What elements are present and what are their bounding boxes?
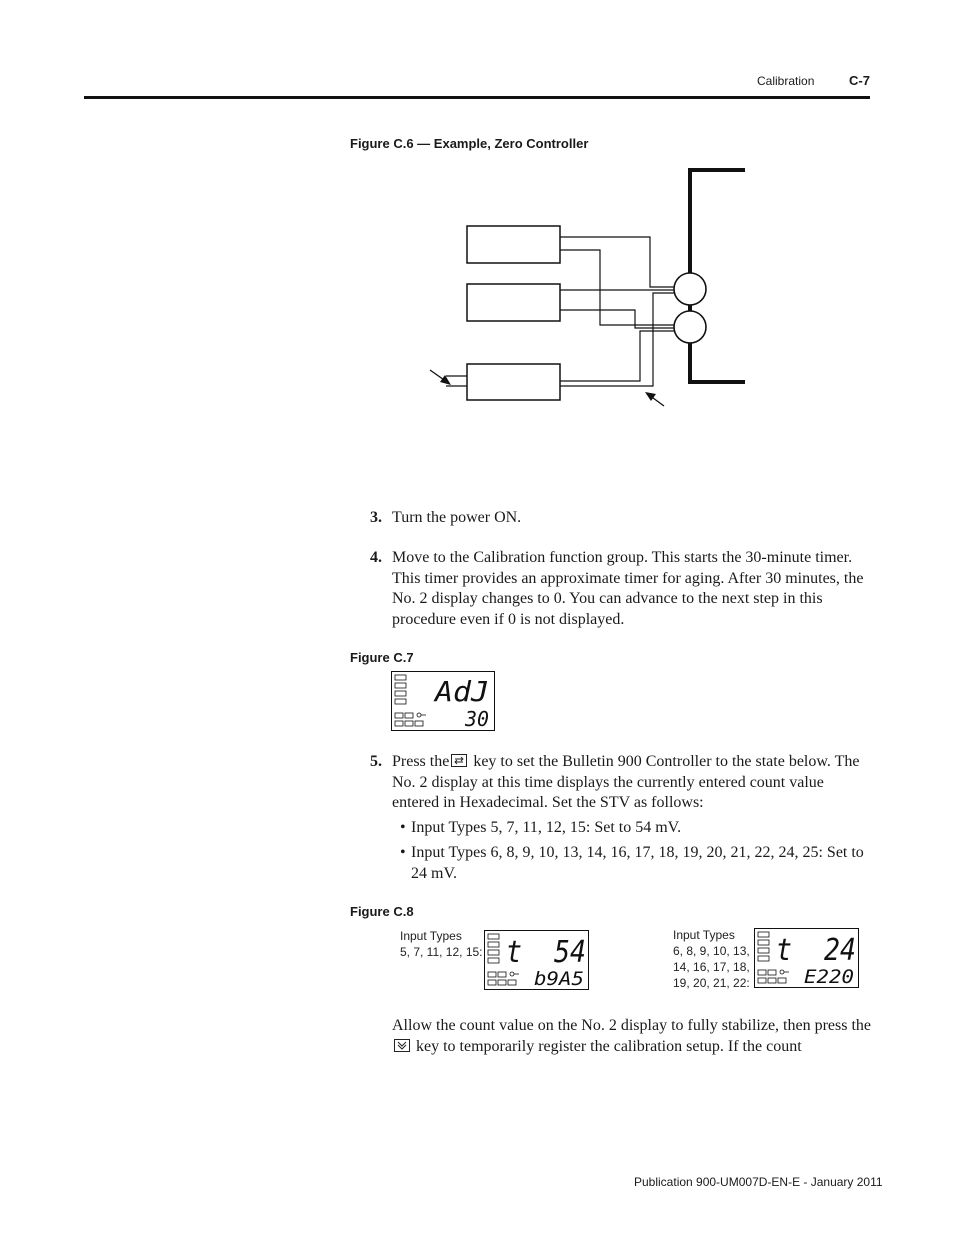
- step-text-after: key to set the Bulletin 900 Controller to the state below. The No. 2 display at this time displays the currently entered count value entered in Hexadecimal. Set the STV as follows:: [392, 753, 860, 811]
- controller-display-adj: [391, 671, 495, 731]
- closing-text-after: key to temporarily register the calibration setup. If the count: [416, 1037, 802, 1055]
- bullet-text: Input Types 6, 8, 9, 10, 13, 14, 16, 17, 18, 19, 20, 21, 22, 24, 25: Set to 24 mV.: [411, 844, 864, 882]
- display-line-2: 30: [464, 707, 489, 731]
- closing-paragraph: [392, 1016, 872, 1057]
- step-text: Turn the power ON.: [392, 509, 522, 526]
- bullet-item: [400, 843, 871, 884]
- label-line: Input Types: [400, 929, 462, 943]
- header-section-title: Calibration: [757, 74, 815, 88]
- step-number: 5.: [370, 753, 382, 770]
- bullet-dot: •: [400, 819, 406, 836]
- display-line-1: AdJ: [432, 675, 489, 708]
- figure-c7-title: Figure C.7: [350, 650, 414, 665]
- input-types-label-right: [673, 927, 750, 991]
- bullet-item: [400, 818, 871, 839]
- step-number: 4.: [370, 549, 382, 566]
- input-types-label-left: [400, 928, 483, 960]
- figure-c8-title: Figure C.8: [350, 904, 414, 919]
- label-line: Input Types: [673, 928, 735, 942]
- step-text: Move to the Calibration function group. This starts the 30-minute timer. This timer provides an approximate timer for aging. After 30 minutes, the No. 2 display changes to 0. You can advance to the next step in this procedure even if 0 is not displayed.: [392, 549, 864, 628]
- header-page-number: C-7: [849, 73, 870, 88]
- bullet-dot: •: [400, 844, 406, 861]
- controller-display-54: [484, 930, 589, 990]
- bullet-text: Input Types 5, 7, 11, 12, 15: Set to 54 mV.: [411, 819, 682, 836]
- step-text-before: Press the: [392, 753, 450, 770]
- down-key-icon: [394, 1039, 410, 1052]
- header-rule: [84, 96, 870, 99]
- controller-display-24: [754, 928, 859, 988]
- display-line-2: E220: [804, 966, 854, 988]
- label-line: 14, 16, 17, 18,: [673, 960, 750, 974]
- step-text: [392, 752, 870, 814]
- display-line-2: b9A5: [534, 968, 584, 990]
- mode-key-icon: [451, 754, 467, 767]
- figure-c6-title: Figure C.6 — Example, Zero Controller: [350, 136, 589, 151]
- label-line: 19, 20, 21, 22:: [673, 976, 750, 990]
- step-number: 3.: [370, 509, 382, 526]
- label-line: 5, 7, 11, 12, 15:: [400, 945, 483, 959]
- label-line: 6, 8, 9, 10, 13,: [673, 944, 750, 958]
- zero-controller-wiring-diagram: [420, 160, 760, 420]
- display-line-1: t 54: [506, 935, 586, 970]
- closing-text-before: Allow the count value on the No. 2 display to fully stabilize, then press the: [392, 1017, 872, 1034]
- footer-publication: Publication 900-UM007D-EN-E - January 2011: [634, 1175, 883, 1189]
- display-line-1: t 24: [776, 933, 856, 968]
